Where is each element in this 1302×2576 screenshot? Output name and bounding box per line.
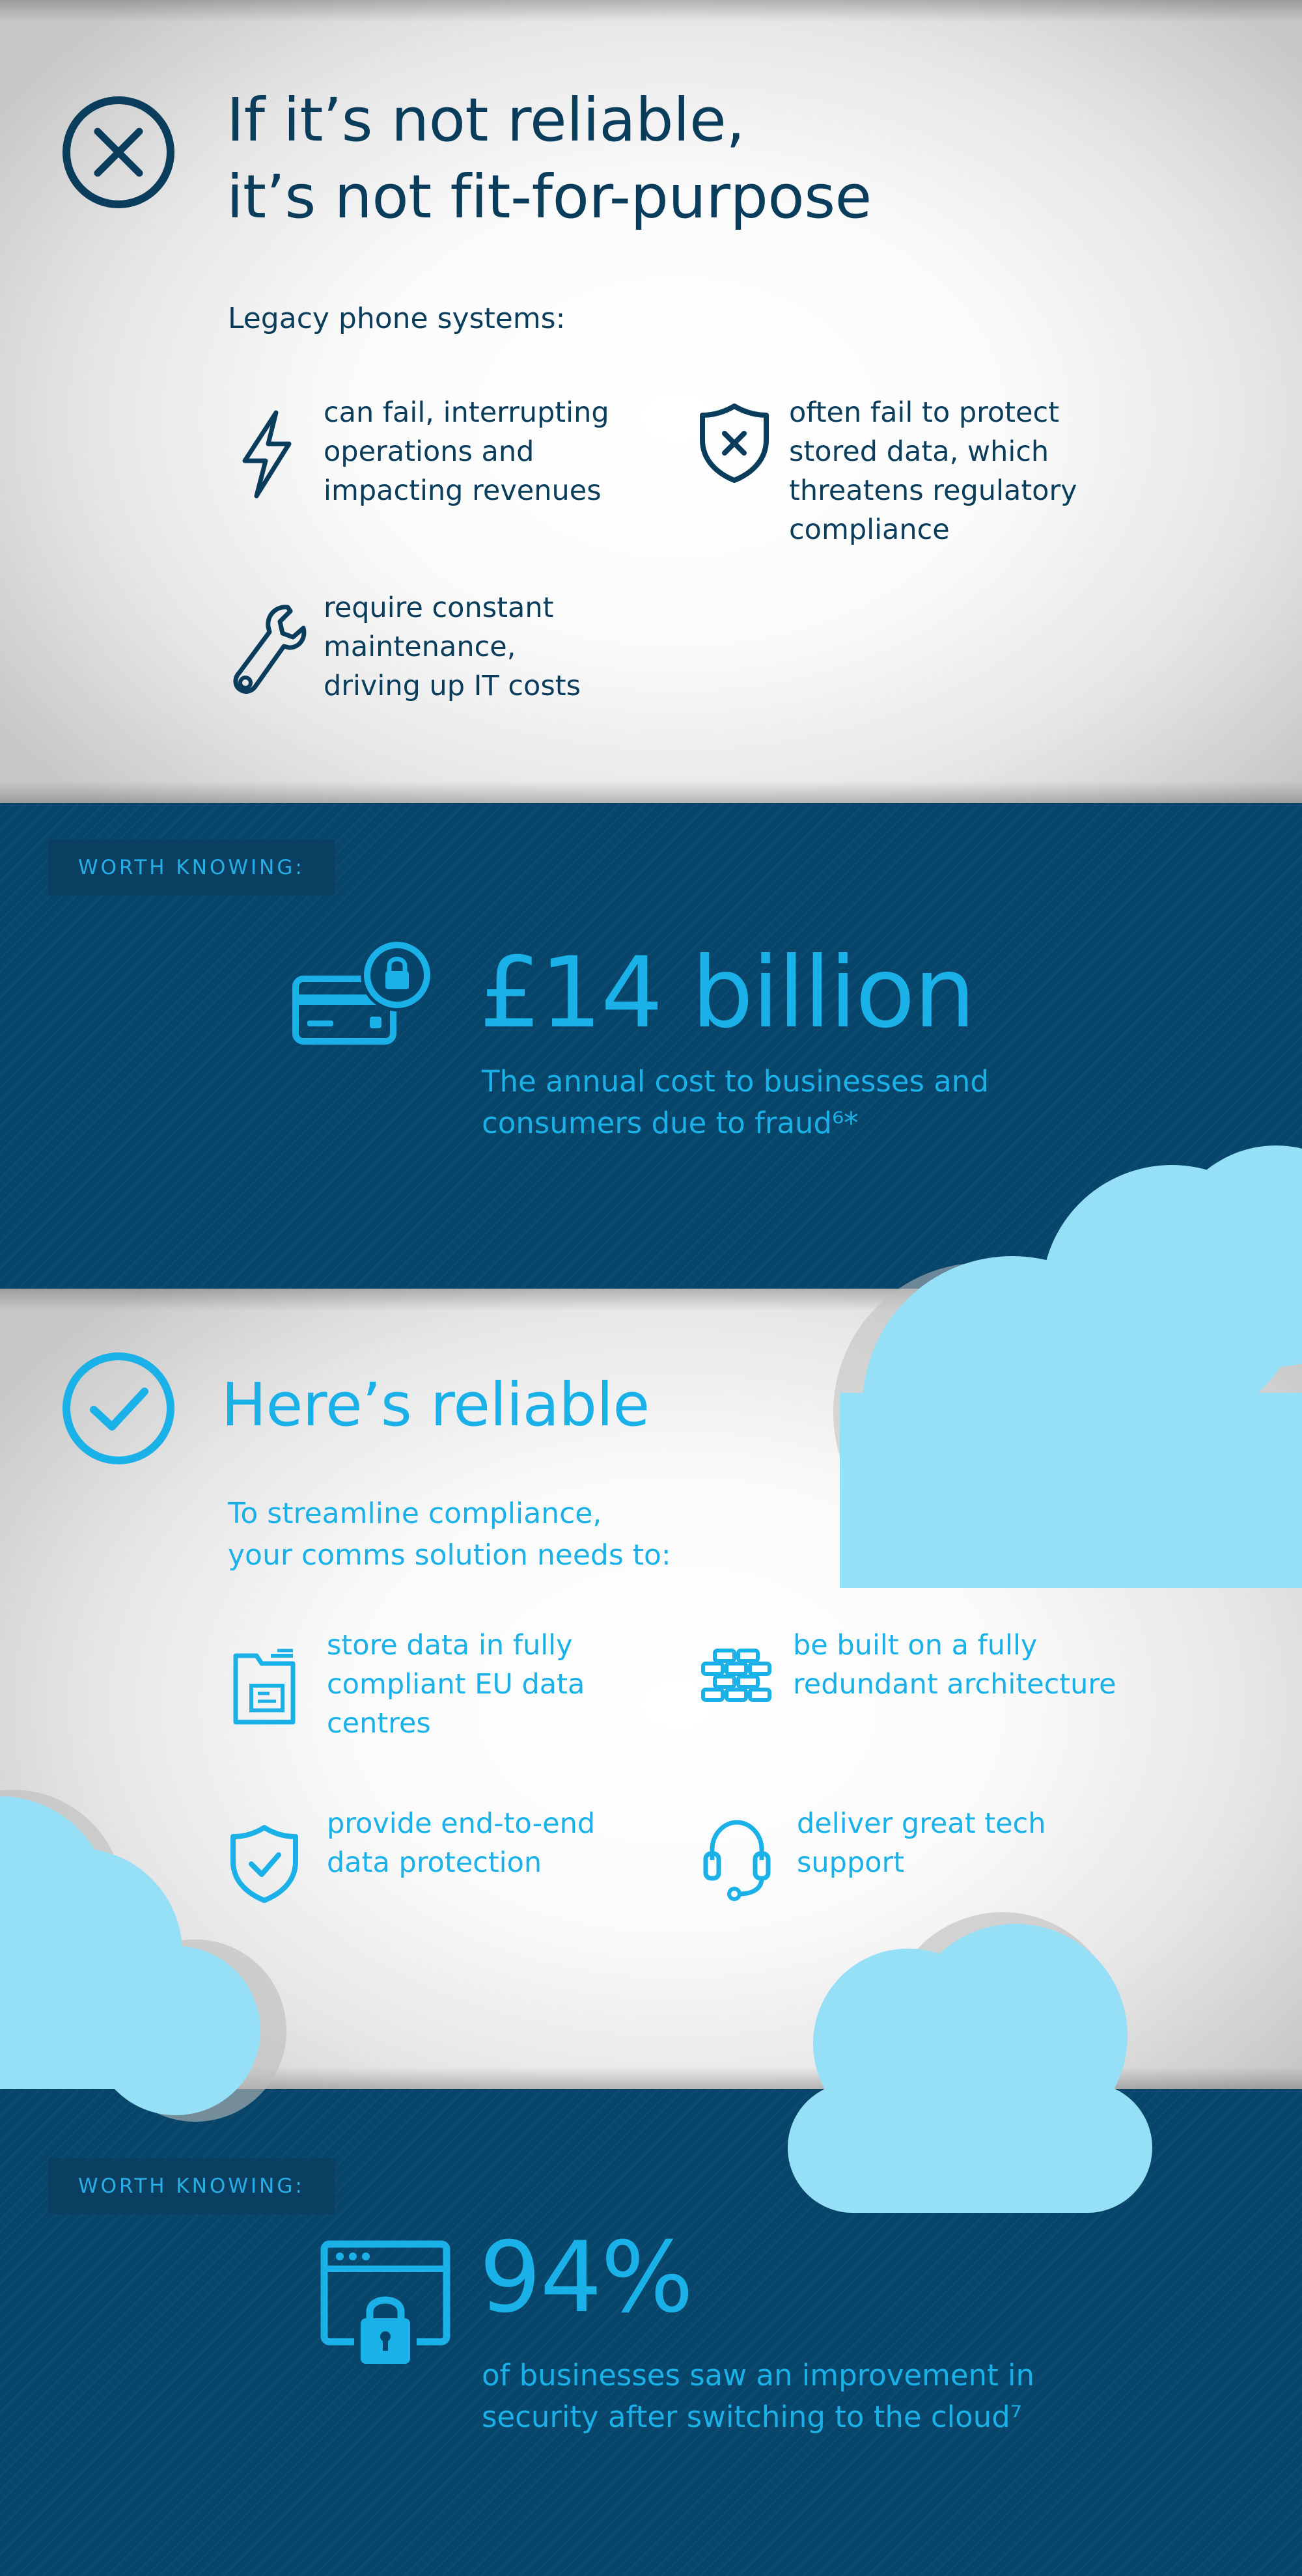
intro-text: To streamline compliance, your comms solution needs to: xyxy=(228,1497,671,1572)
lightning-icon xyxy=(240,410,294,499)
wrench-icon xyxy=(228,602,306,700)
shield-check-icon xyxy=(229,1824,299,1904)
x-circle-icon xyxy=(60,94,177,211)
list-item: can fail, interrupting operations and impacting revenues xyxy=(324,396,609,507)
stat-value: 94% xyxy=(479,2221,693,2335)
brick-wall-icon xyxy=(700,1648,772,1701)
worth-knowing-fraud xyxy=(0,803,1302,1289)
list-item: deliver great tech support xyxy=(797,1807,1046,1879)
reliable-section xyxy=(0,1289,1302,2089)
title-line-1: If it’s not reliable, xyxy=(227,85,745,155)
section-title: Here’s reliable xyxy=(221,1370,650,1440)
worth-knowing-tag: WORTH KNOWING: xyxy=(48,840,335,896)
list-item: provide end-to-end data protection xyxy=(327,1807,596,1879)
legacy-section xyxy=(0,0,1302,803)
section-title xyxy=(227,82,1203,236)
check-circle-icon xyxy=(60,1350,177,1467)
title-line-2: it’s not fit-for-purpose xyxy=(227,162,872,232)
card-lock-icon xyxy=(292,937,434,1048)
shield-x-icon xyxy=(699,402,770,484)
list-item: store data in fully compliant EU data centres xyxy=(327,1629,585,1740)
headset-icon xyxy=(703,1817,771,1902)
worth-knowing-security xyxy=(0,2089,1302,2576)
list-item: be built on a fully redundant architecture xyxy=(793,1629,1116,1701)
stat-description: of businesses saw an improvement in security after switching to the cloud⁷ xyxy=(482,2358,1035,2434)
stat-description: The annual cost to businesses and consumers due to fraud⁶* xyxy=(482,1064,989,1140)
list-item: often fail to protect stored data, which threatens regulatory compliance xyxy=(789,396,1077,546)
folder-data-icon xyxy=(232,1649,297,1727)
intro-text: Legacy phone systems: xyxy=(228,302,566,335)
worth-knowing-tag: WORTH KNOWING: xyxy=(48,2158,335,2214)
list-item: require constant maintenance, driving up IT costs xyxy=(324,592,581,702)
browser-lock-icon xyxy=(320,2240,450,2368)
stat-value: £14 billion xyxy=(479,937,975,1050)
